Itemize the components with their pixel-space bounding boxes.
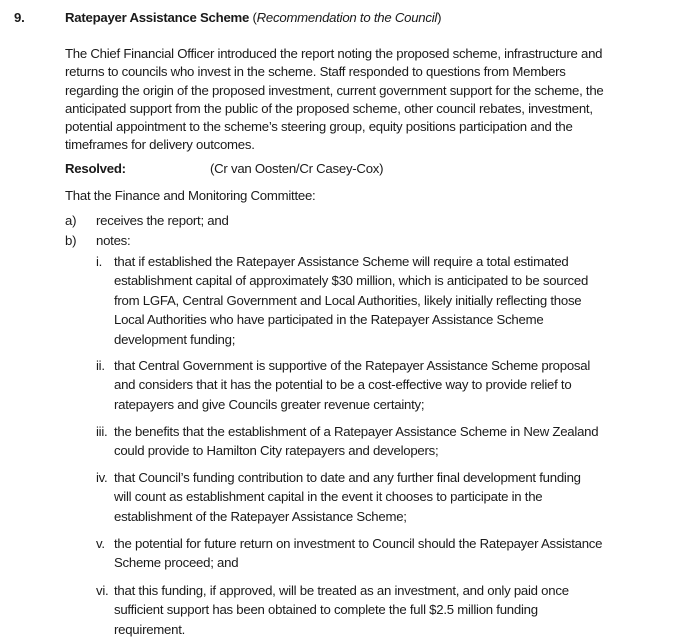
note-line: ratepayers and give Councils greater revenue certainty; — [114, 396, 425, 412]
note-marker: vi. — [96, 583, 109, 598]
note-marker: iii. — [96, 424, 108, 439]
intro-line: timeframes for delivery outcomes. — [65, 137, 255, 153]
note-line: development funding; — [114, 331, 236, 347]
note-line: Local Authorities who have participated in the Ratepayer Assistance Scheme — [114, 312, 544, 328]
note-marker: v. — [96, 536, 105, 551]
note-marker: ii. — [96, 358, 105, 373]
note-marker: iv. — [96, 470, 108, 485]
note-line: that this funding, if approved, will be treated as an investment, and only paid once — [114, 583, 569, 598]
note-line: that if established the Ratepayer Assistance Scheme will require a total estimated — [114, 254, 569, 269]
intro-line: anticipated support from the public of the proposed scheme, other council rebates, investment, — [65, 100, 593, 116]
note-line: that Council’s funding contribution to date and any further final development funding — [114, 470, 581, 485]
note-line: and considers that it has the potential to be a cost-effective way to provide relief to — [114, 377, 572, 393]
intro-line: returns to councils who invest in the scheme. Staff responded to questions from Members — [65, 64, 566, 80]
recommendation-text: Recommendation to the Council — [256, 10, 438, 25]
item-number: 9. — [14, 10, 25, 25]
list-marker-b: b) — [65, 233, 77, 248]
note-line: establishment capital of approximately $30 million, which is anticipated to be sourced — [114, 273, 589, 289]
list-item-b: notes: — [96, 233, 131, 248]
resolved-movers: (Cr van Oosten/Cr Casey-Cox) — [210, 161, 384, 176]
note-line: sufficient support has been obtained to complete the full $2.5 million funding — [114, 602, 538, 618]
item-title-text: Ratepayer Assistance Scheme — [65, 10, 250, 25]
note-line: Scheme proceed; and — [114, 555, 239, 571]
intro-paragraph — [65, 45, 665, 155]
note-line: establishment of the Ratepayer Assistance Scheme; — [114, 508, 407, 524]
note-line: could provide to Hamilton City ratepayers and developers; — [114, 443, 439, 459]
note-line: that Central Government is supportive of the Ratepayer Assistance Scheme proposal — [114, 358, 591, 373]
intro-line: regarding the origin of the proposed investment, current government support for the scheme, the — [65, 82, 604, 98]
note-line: the potential for future return on investment to Council should the Ratepayer Assistance — [114, 536, 603, 551]
note-marker: i. — [96, 254, 103, 269]
note-line: will count as establishment capital in the event it chooses to participate in the — [114, 489, 543, 505]
note-line: requirement. — [114, 621, 186, 637]
list-marker-a: a) — [65, 213, 77, 228]
note-line: from LGFA, Central Government and Local Authorities, likely initially reflecting those — [114, 292, 582, 308]
list-item-a: receives the report; and — [96, 213, 229, 228]
intro-line: potential appointment to the scheme’s steering group, equity positions participation and the — [65, 119, 573, 135]
intro-line: The Chief Financial Officer introduced the report noting the proposed scheme, infrastructure and — [65, 46, 603, 61]
item-title — [65, 10, 441, 25]
committee-line: That the Finance and Monitoring Committee: — [65, 188, 316, 203]
resolved-label: Resolved: — [65, 161, 126, 176]
note-line: the benefits that the establishment of a Ratepayer Assistance Scheme in New Zealand — [114, 424, 599, 439]
recommendation-note: (Recommendation to the Council) — [249, 10, 442, 25]
